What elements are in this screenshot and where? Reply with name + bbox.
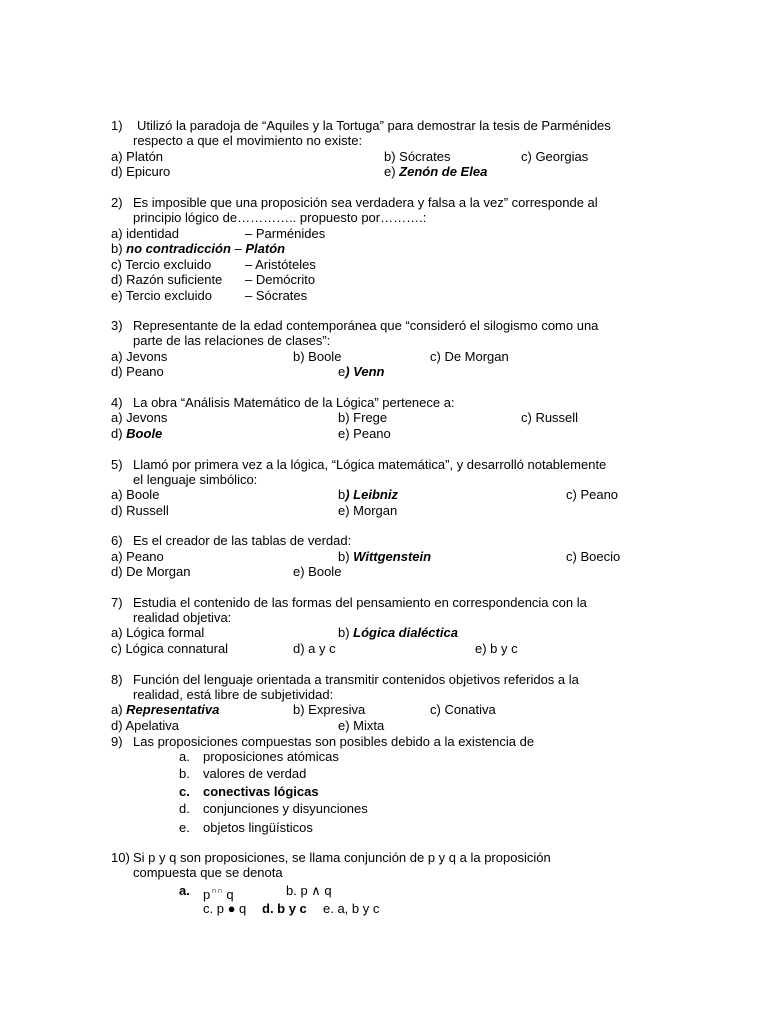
q6-option-c: c) Boecio [566, 549, 621, 564]
q4-statement-line1: La obra “Análisis Matemático de la Lógica” pertenece a: [133, 395, 455, 410]
q4-option-c: c) Russell [521, 410, 579, 425]
q10-answer: d. b y c [262, 901, 307, 916]
q8-option-c: c) Conativa [430, 702, 496, 717]
q8-option-e: e) Mixta [338, 718, 385, 733]
q2-answer-principle: no contradicción [126, 241, 231, 256]
q8-option-d: d) Apelativa [111, 718, 179, 733]
q7-option-e: e) b y c [475, 641, 518, 656]
q2-option-d-author: – Demócrito [245, 272, 316, 287]
q7-option-b: b) Lógica dialéctica [338, 625, 458, 640]
q4-option-e: e) Peano [338, 426, 391, 441]
q9-option-d: conjunciones y disyunciones [203, 801, 368, 816]
q3-answer: ) Venn [345, 364, 385, 379]
q3-option-e: e) Venn [338, 364, 385, 379]
q3-option-d: d) Peano [111, 364, 164, 379]
q2-option-e: e) Tercio excluido [111, 288, 212, 303]
q8-option-b: b) Expresiva [293, 702, 366, 717]
q8-option-a: a) Representativa [111, 702, 220, 717]
q1-option-a: a) Platón [111, 149, 164, 164]
q2-statement-line2: principio lógico de………….. propuesto por……….: [133, 210, 427, 225]
q9-option-c-letter: c. [179, 784, 190, 799]
q9-option-b-letter: b. [179, 766, 190, 781]
q6-statement-line1: Es el creador de las tablas de verdad: [133, 533, 352, 548]
q10-number: 10) [111, 850, 130, 865]
q8-statement-line2: realidad, está libre de subjetividad: [133, 687, 334, 702]
q9-statement-line1: Las proposiciones compuestas son posibles debido a la existencia de [133, 734, 535, 749]
q3-number: 3) [111, 318, 123, 333]
q5-answer: ) Leibniz [345, 487, 398, 502]
q3-option-c: c) De Morgan [430, 349, 509, 364]
q1-option-b: b) Sócrates [384, 149, 451, 164]
q5-statement-line1: Llamó por primera vez a la lógica, “Lógica matemática”, y desarrolló notablemente [133, 457, 607, 472]
q9-option-a: proposiciones atómicas [203, 749, 339, 764]
q9-number: 9) [111, 734, 123, 749]
q2-number: 2) [111, 195, 123, 210]
q1-statement-line2: respecto a que el movimiento no existe: [133, 133, 363, 148]
q1-answer: Zenón de Elea [399, 164, 488, 179]
q1-option-d: d) Epicuro [111, 164, 171, 179]
q3-statement-line2: parte de las relaciones de clases”: [133, 333, 331, 348]
q9-option-e: objetos lingüísticos [203, 820, 313, 835]
q4-option-b: b) Frege [338, 410, 388, 425]
q10-option-e: e. a, b y c [323, 901, 380, 916]
q6-answer: Wittgenstein [353, 549, 432, 564]
q10-statement-line2: compuesta que se denota [133, 865, 283, 880]
q9-answer: conectivas lógicas [203, 784, 319, 799]
q1-option-c: c) Georgias [521, 149, 589, 164]
q1-option-e: e) Zenón de Elea [384, 164, 488, 179]
q8-number: 8) [111, 672, 123, 687]
q6-option-d: d) De Morgan [111, 564, 191, 579]
q7-number: 7) [111, 595, 123, 610]
q2-option-c: c) Tercio excluido [111, 257, 212, 272]
q2-answer-author: Platón [245, 241, 286, 256]
q7-option-d: d) a y c [293, 641, 336, 656]
q7-statement-line1: Estudia el contenido de las formas del pensamiento en correspondencia con la [133, 595, 587, 610]
q9-option-a-letter: a. [179, 749, 190, 764]
q5-option-d: d) Russell [111, 503, 169, 518]
q10-option-a-letter: a. [179, 883, 190, 898]
q2-option-a-author: – Parménides [245, 226, 326, 241]
q5-statement-line2: el lenguaje simbólico: [133, 472, 258, 487]
q2-option-e-author: – Sócrates [245, 288, 308, 303]
q1-statement-line1: Utilizó la paradoja de “Aquiles y la Tortuga” para demostrar la tesis de Parménides [137, 118, 611, 133]
q3-statement-line1: Representante de la edad contemporánea que “consideró el silogismo como una [133, 318, 599, 333]
q9-option-b: valores de verdad [203, 766, 307, 781]
q4-answer: Boole [126, 426, 163, 441]
q6-option-b: b) Wittgenstein [338, 549, 432, 564]
q5-option-a: a) Boole [111, 487, 160, 502]
q6-option-a: a) Peano [111, 549, 164, 564]
q7-option-a: a) Lógica formal [111, 625, 205, 640]
q9-option-d-letter: d. [179, 801, 190, 816]
q1-number: 1) [111, 118, 123, 133]
q6-option-e: e) Boole [293, 564, 342, 579]
q7-statement-line2: realidad objetiva: [133, 610, 232, 625]
q8-statement-line1: Función del lenguaje orientada a transmitir contenidos objetivos referidos a la [133, 672, 579, 687]
q9-option-e-letter: e. [179, 820, 190, 835]
q7-option-c: c) Lógica connatural [111, 641, 229, 656]
q3-option-b: b) Boole [293, 349, 342, 364]
q2-option-d: d) Razón suficiente [111, 272, 223, 287]
q5-number: 5) [111, 457, 123, 472]
q6-number: 6) [111, 533, 123, 548]
q5-option-c: c) Peano [566, 487, 619, 502]
q10-option-c: c. p ● q [203, 901, 247, 916]
q4-option-a: a) Jevons [111, 410, 168, 425]
q5-option-e: e) Morgan [338, 503, 398, 518]
q2-statement-line1: Es imposible que una proposición sea verdadera y falsa a la vez” corresponde al [133, 195, 598, 210]
q8-answer: Representativa [126, 702, 220, 717]
q10-option-a: p∩∩ q [203, 886, 234, 902]
q2-option-b: b) no contradicción – Platón [111, 241, 286, 256]
q2-option-a: a) identidad [111, 226, 179, 241]
q5-option-b: b) Leibniz [338, 487, 398, 502]
q2-option-c-author: – Aristóteles [245, 257, 316, 272]
q10-statement-line1: Si p y q son proposiciones, se llama conjunción de p y q a la proposición [133, 850, 551, 865]
intersection-symbol: ∩∩ [211, 886, 223, 895]
q10-option-b: b. p ∧ q [286, 883, 332, 898]
q3-option-a: a) Jevons [111, 349, 168, 364]
q4-number: 4) [111, 395, 123, 410]
q4-option-d: d) Boole [111, 426, 163, 441]
q7-answer: Lógica dialéctica [353, 625, 458, 640]
